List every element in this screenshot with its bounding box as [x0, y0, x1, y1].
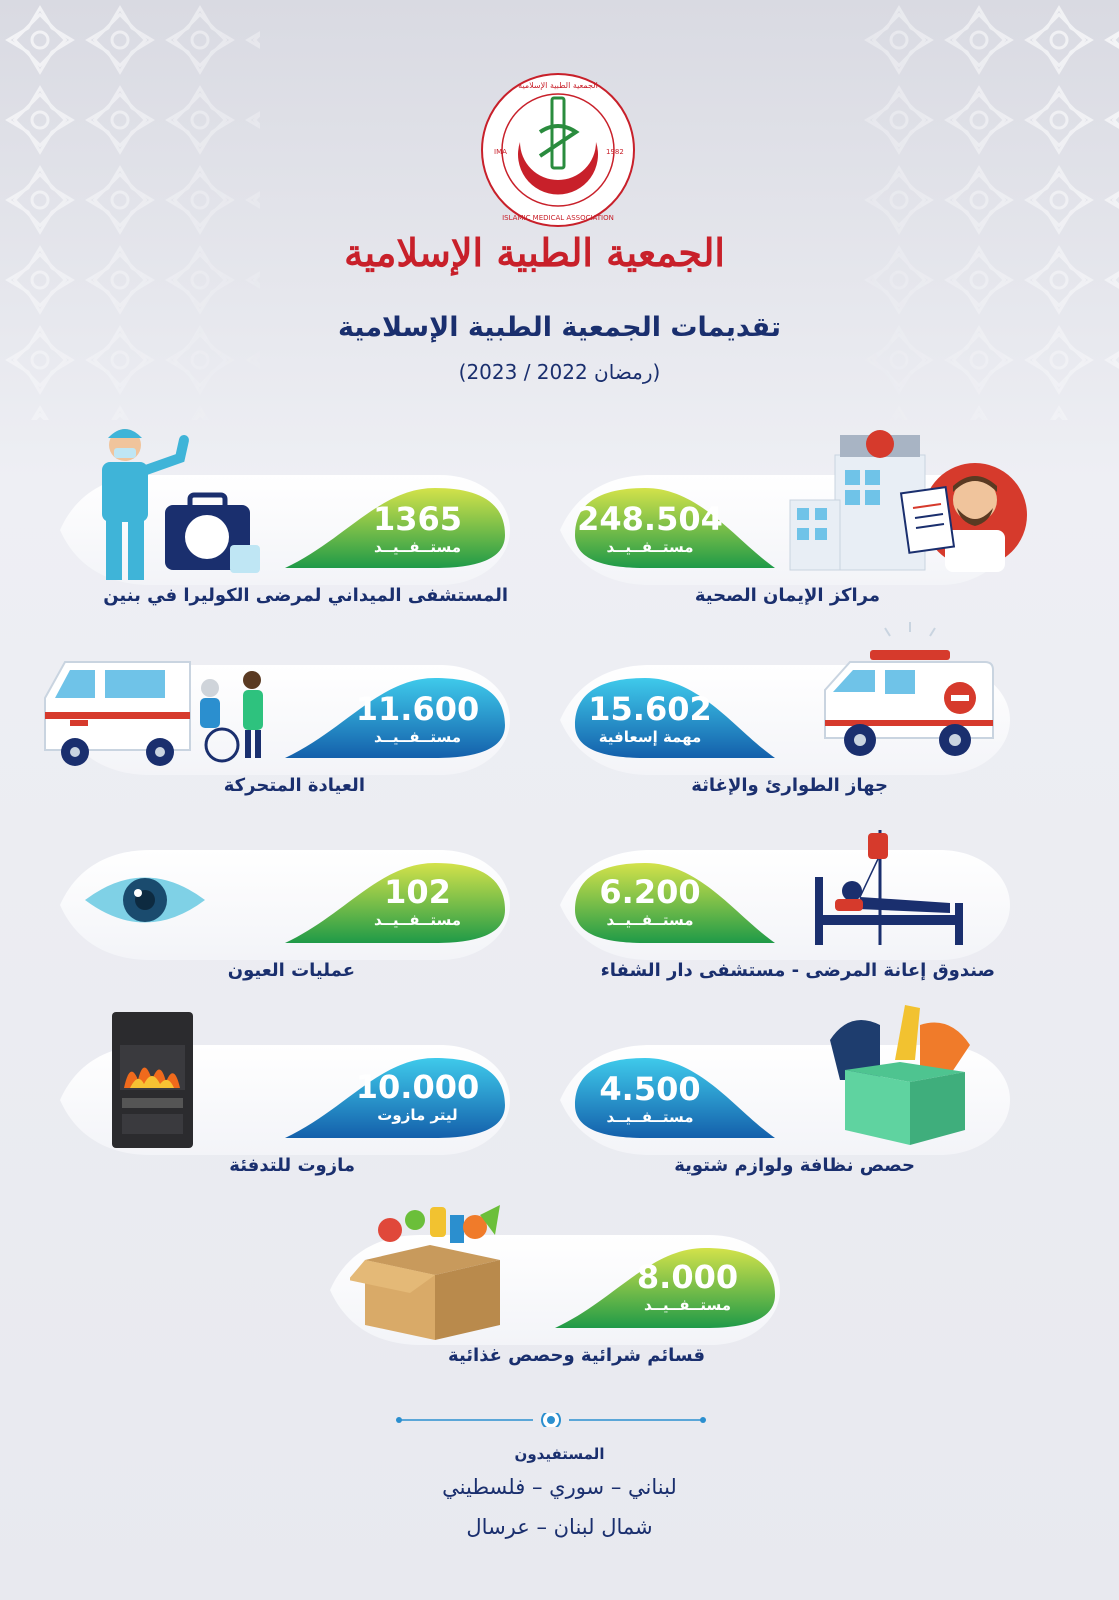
- svg-text:IMA: IMA: [494, 148, 507, 156]
- stat-card-eye-surgery: [60, 825, 510, 990]
- stat-card-heating-fuel: [60, 1010, 510, 1185]
- svg-text:ISLAMIC MEDICAL ASSOCIATION: ISLAMIC MEDICAL ASSOCIATION: [502, 214, 614, 222]
- stat-label: عمليات العيون: [227, 960, 355, 981]
- food-box-icon: [350, 1205, 520, 1340]
- hospital-bed-icon: [810, 825, 970, 950]
- stat-label: مراكز الإيمان الصحية: [694, 585, 880, 606]
- stat-value: 8.000: [636, 1258, 739, 1296]
- field-medic-icon: [80, 420, 280, 585]
- stat-unit: مستــفــيــد: [606, 538, 694, 556]
- stat-label: مازوت للتدفئة: [229, 1155, 355, 1176]
- beneficiaries-title: المستفيدون: [514, 1445, 605, 1463]
- stat-value: 102: [384, 873, 451, 911]
- svg-text:1982: 1982: [606, 148, 624, 156]
- stat-label: قسائم شرائية وحصص غذائية: [448, 1345, 705, 1366]
- page-title: تقديمات الجمعية الطبية الإسلامية: [337, 312, 782, 343]
- islamic-pattern-left: [0, 0, 260, 420]
- stat-value: 1365: [372, 500, 463, 538]
- stat-label: جهاز الطوارئ والإغاثة: [691, 775, 888, 796]
- beneficiaries-regions: شمال لبنان – عرسال: [466, 1515, 653, 1539]
- stat-unit: مستــفــيــد: [373, 538, 462, 556]
- page-subtitle: (رمضان 2022 / 2023): [458, 360, 661, 384]
- stat-card-mobile-clinic: [40, 640, 510, 805]
- mobile-clinic-icon: [40, 650, 280, 770]
- stat-value: 11.600: [355, 690, 480, 728]
- stat-unit: مستــفــيــد: [643, 1296, 732, 1314]
- heater-icon: [110, 1010, 195, 1150]
- stat-label: العيادة المتحركة: [223, 775, 365, 796]
- stat-value: 248.504: [577, 500, 723, 538]
- ambulance-icon: [815, 620, 1005, 770]
- eye-icon: [80, 865, 210, 935]
- stat-label: صندوق إعانة المرضى - مستشفى دار الشفاء: [600, 960, 995, 981]
- islamic-pattern-right: [859, 0, 1119, 420]
- stat-card-hygiene-kits: [560, 1000, 1010, 1185]
- stat-card-patient-fund: [560, 825, 1010, 990]
- clothes-box-icon: [820, 1000, 980, 1150]
- stat-card-cholera-hospital: [60, 420, 510, 620]
- ima-logo: [480, 72, 636, 228]
- stat-unit: مستــفــيــد: [606, 911, 694, 929]
- stat-unit: مهمة إسعافية: [598, 728, 702, 746]
- org-name-calligraphy: الجمعية الطبية الإسلامية: [344, 230, 725, 275]
- stat-value: 10.000: [355, 1068, 480, 1106]
- stat-unit: مستــفــيــد: [373, 728, 462, 746]
- stat-unit: ليتر مازوت: [377, 1106, 458, 1124]
- stat-label: حصص نظافة ولوازم شتوية: [674, 1155, 915, 1176]
- stat-card-emergency: [560, 620, 1010, 805]
- stat-label: المستشفى الميداني لمرضى الكوليرا في بنين: [103, 585, 508, 606]
- stat-card-health-centers: [560, 430, 1030, 620]
- svg-text:الجمعية الطبية الإسلامية: الجمعية الطبية الإسلامية: [518, 81, 598, 90]
- stat-value: 6.200: [599, 873, 701, 911]
- stat-value: 15.602: [588, 690, 712, 728]
- doctor-hospital-icon: [785, 430, 1030, 580]
- section-divider: [395, 1413, 707, 1427]
- stat-unit: مستــفــيــد: [606, 1108, 694, 1126]
- beneficiaries-nationalities: لبناني – سوري – فلسطيني: [442, 1475, 677, 1499]
- stat-unit: مستــفــيــد: [373, 911, 462, 929]
- stat-value: 4.500: [599, 1070, 701, 1108]
- stat-card-food-vouchers: [330, 1205, 780, 1375]
